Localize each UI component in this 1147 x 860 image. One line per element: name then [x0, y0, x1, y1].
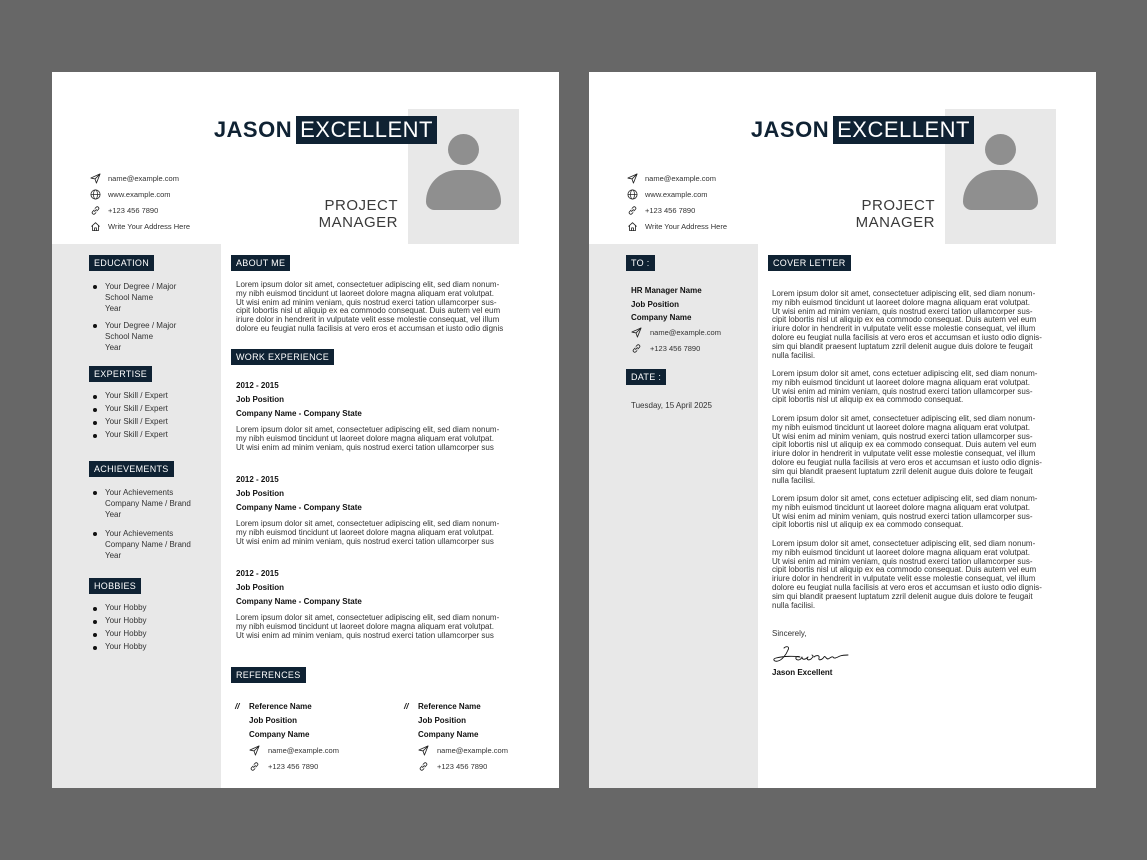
about-line: cipit lobortis nisl ut aliquip ex ea commodo consequat. Duis autem vel eum — [236, 306, 501, 316]
home-icon — [626, 220, 638, 232]
education-item — [89, 320, 219, 353]
experience-role: Job Position — [236, 395, 284, 404]
sincerely-text: Sincerely, — [772, 629, 807, 638]
contact-address-text: Write Your Address Here — [108, 221, 190, 231]
hobby-item: Your Hobby — [89, 616, 219, 629]
experience-company: Company Name - Company State — [236, 409, 362, 418]
about-line: dolore eu feugiat nulla facilisis at vero eros et accumsan et iusto odio dignis — [236, 323, 504, 333]
experience-line: my nibh euismod tincidunt ut laoreet dolore magna aliquam erat volutpat. — [236, 621, 494, 631]
letter-line: Lorem ipsum dolor sit amet, consectetuer adipiscing elit, sed diam nonum- — [772, 414, 1036, 423]
home-icon — [89, 220, 101, 232]
letter-line: Lorem ipsum dolor sit amet, consectetuer adipiscing elit, sed diam nonum- — [772, 539, 1036, 548]
signature-name: Jason Excellent — [772, 668, 833, 677]
references-heading: REFERENCES — [231, 667, 306, 683]
cover-letter-heading: COVER LETTER — [768, 255, 851, 271]
recipient-company: Company Name — [631, 313, 692, 322]
hobby-item: Your Hobby — [89, 603, 219, 616]
letter-line: iriure dolor in hendrerit in vulputate velit esse molestie consequat, vel illum — [772, 574, 1036, 584]
expertise-heading: EXPERTISE — [89, 366, 152, 382]
contact-address-text: Write Your Address Here — [645, 221, 727, 231]
achievements-heading: ACHIEVEMENTS — [89, 461, 174, 477]
letter-line: cipit lobortis nisl ut aliquip ex ea commodo consequat. Duis autem vel eum — [772, 440, 1037, 450]
reference-entry — [404, 700, 559, 774]
reference-position: Job Position — [249, 716, 297, 725]
reference-email-text: name@example.com — [268, 745, 339, 755]
achievements-list — [89, 487, 219, 561]
expertise-list — [89, 391, 219, 443]
experience-line: Ut wisi enim ad minim veniam, quis nostrud exerci tation ullamcorper sus — [236, 536, 494, 546]
avatar-body-shape — [963, 170, 1038, 210]
reference-slash: // — [404, 702, 409, 711]
recipient-email — [631, 325, 721, 341]
education-degree: Your Degree / Major — [105, 321, 177, 330]
contact-email — [89, 170, 190, 186]
experience-entry — [236, 379, 526, 452]
reference-name-text: Reference Name — [249, 702, 312, 711]
letter-paragraph — [772, 495, 1062, 530]
first-name: JASON — [750, 117, 830, 142]
letter-paragraph — [772, 540, 1062, 610]
job-title — [319, 197, 398, 231]
job-title-line1: PROJECT — [861, 197, 935, 214]
letter-paragraph — [772, 370, 1062, 405]
link-icon — [89, 204, 101, 216]
letter-date: Tuesday, 15 April 2025 — [631, 401, 712, 410]
achievement-company: Company Name / Brand — [105, 540, 191, 549]
reference-name-text: Reference Name — [418, 702, 481, 711]
letter-line: my nibh euismod tincidunt ut laoreet dolore magna aliquam erat volutpat. — [772, 297, 1030, 307]
experience-entry — [236, 473, 526, 546]
link-icon — [418, 761, 429, 772]
hobby-item: Your Hobby — [89, 642, 219, 655]
about-heading: ABOUT ME — [231, 255, 290, 271]
about-text — [236, 281, 526, 334]
letter-line: my nibh euismod tincidunt ut laoreet dolore magna aliquam erat volutpat. — [772, 547, 1030, 557]
letter-line: cipit lobortis nisl ut aliquip ex ea commodo consequat. — [772, 395, 964, 405]
experience-line: Lorem ipsum dolor sit amet, consectetuer adipiscing elit, sed diam nonum- — [236, 519, 500, 528]
education-year: Year — [105, 343, 122, 352]
job-title — [856, 197, 935, 231]
letter-paragraph — [772, 290, 1062, 360]
letter-line: Ut wisi enim ad minim veniam, quis nostrud exerci tation ullamcorper sus- — [772, 306, 1033, 316]
letter-line: my nibh euismod tincidunt ut laoreet dolore magna aliquam erat volutpat. — [772, 502, 1030, 512]
avatar-placeholder-icon — [985, 134, 1016, 165]
signature-graphic — [770, 642, 850, 668]
contact-list — [626, 170, 727, 234]
last-name: EXCELLENT — [296, 116, 437, 144]
contact-email — [626, 170, 727, 186]
globe-icon — [89, 188, 101, 200]
reference-company: Company Name — [249, 730, 310, 739]
reference-phone-text: +123 456 7890 — [437, 761, 488, 771]
send-icon — [631, 327, 642, 338]
experience-period: 2012 - 2015 — [236, 381, 279, 390]
contact-email-text: name@example.com — [108, 173, 179, 183]
education-list — [89, 281, 219, 353]
reference-email — [404, 742, 559, 758]
experience-role: Job Position — [236, 583, 284, 592]
recipient-name: HR Manager Name — [631, 286, 702, 295]
experience-line: Ut wisi enim ad minim veniam, quis nostrud exerci tation ullamcorper sus — [236, 630, 494, 640]
reference-email-text: name@example.com — [437, 745, 508, 755]
experience-line: my nibh euismod tincidunt ut laoreet dolore magna aliquam erat volutpat. — [236, 527, 494, 537]
experience-line: Lorem ipsum dolor sit amet, consectetuer adipiscing elit, sed diam nonum- — [236, 425, 500, 434]
reference-slash: // — [235, 702, 240, 711]
contact-phone — [626, 202, 727, 218]
achievement-title: Your Achievements — [105, 529, 174, 538]
avatar-body-shape — [426, 170, 501, 210]
letter-line: Ut wisi enim ad minim veniam, quis nostrud exerci tation ullamcorper sus- — [772, 386, 1033, 396]
link-icon — [626, 204, 638, 216]
recipient-phone-text: +123 456 7890 — [650, 344, 701, 353]
achievement-item — [89, 487, 219, 520]
education-school: School Name — [105, 293, 154, 302]
letter-line: sim qui blandit praesent luptatum zzril delenit augue duis dolore te feugait — [772, 341, 1033, 351]
letter-line: cipit lobortis nisl ut aliquip ex ea commodo consequat. — [772, 520, 964, 530]
reference-phone-text: +123 456 7890 — [268, 761, 319, 771]
experience-company: Company Name - Company State — [236, 503, 362, 512]
recipient-block — [631, 284, 721, 357]
letter-line: dolore eu feugiat nulla facilisis at vero eros et accumsan et iusto odio dignis- — [772, 332, 1042, 342]
reference-name — [404, 700, 559, 714]
about-line: Lorem ipsum dolor sit amet, consectetuer adipiscing elit, sed diam nonum- — [236, 280, 500, 289]
job-title-line2: MANAGER — [855, 214, 935, 231]
reference-position: Job Position — [418, 716, 466, 725]
link-icon — [631, 343, 642, 354]
letter-line: Lorem ipsum dolor sit amet, consectetuer adipiscing elit, sed diam nonum- — [772, 289, 1036, 298]
contact-address — [89, 218, 190, 234]
letter-line: my nibh euismod tincidunt ut laoreet dolore magna aliquam erat volutpat. — [772, 377, 1030, 387]
hobby-item: Your Hobby — [89, 629, 219, 642]
education-item — [89, 281, 219, 314]
send-icon — [626, 172, 638, 184]
letter-line: Lorem ipsum dolor sit amet, cons ectetuer adipiscing elit, sed diam nonum- — [772, 369, 1038, 378]
letter-line: Ut wisi enim ad minim veniam, quis nostrud exerci tation ullamcorper sus- — [772, 556, 1033, 566]
experience-period: 2012 - 2015 — [236, 569, 279, 578]
letter-line: dolore eu feugiat nulla facilisis at vero eros et accumsan et iusto odio dignis- — [772, 582, 1042, 592]
achievement-year: Year — [105, 551, 122, 560]
experience-company: Company Name - Company State — [236, 597, 362, 606]
reference-name — [235, 700, 395, 714]
letter-paragraph — [772, 415, 1062, 485]
letter-line: sim qui blandit praesent luptatum zzril delenit augue duis dolore te feugait — [772, 591, 1033, 601]
letter-line: Ut wisi enim ad minim veniam, quis nostrud exerci tation ullamcorper sus- — [772, 511, 1033, 521]
contact-phone — [89, 202, 190, 218]
resume-name — [214, 116, 437, 144]
experience-period: 2012 - 2015 — [236, 475, 279, 484]
contact-website-text: www.example.com — [645, 189, 708, 199]
experience-description — [236, 520, 526, 546]
reference-phone — [404, 758, 559, 774]
send-icon — [89, 172, 101, 184]
letter-line: nulla facilisi. — [772, 350, 816, 360]
contact-website-text: www.example.com — [108, 189, 171, 199]
send-icon — [418, 745, 429, 756]
letter-line: sim qui blandit praesent luptatum zzril delenit augue duis dolore te feugait — [772, 466, 1033, 476]
achievement-item — [89, 528, 219, 561]
reference-phone — [235, 758, 395, 774]
experience-description — [236, 426, 526, 452]
education-school: School Name — [105, 332, 154, 341]
reference-entry — [235, 700, 395, 774]
about-line: my nibh euismod tincidunt ut laoreet dolore magna aliquam erat volutpat. — [236, 288, 494, 298]
contact-email-text: name@example.com — [645, 173, 716, 183]
about-line: iriure dolor in hendrerit in vulputate velit esse molestie consequat, vel illum — [236, 315, 500, 325]
about-line: Ut wisi enim ad minim veniam, quis nostrud exerci tation ullamcorper sus- — [236, 297, 497, 307]
achievement-title: Your Achievements — [105, 488, 174, 497]
cover-letter-page — [589, 72, 1096, 788]
experience-description — [236, 614, 526, 640]
letter-line: dolore eu feugiat nulla facilisis at vero eros et accumsan et iusto odio dignis- — [772, 457, 1042, 467]
to-heading: TO : — [626, 255, 655, 271]
first-name: JASON — [213, 117, 293, 142]
cover-name — [751, 116, 974, 144]
education-year: Year — [105, 304, 122, 313]
expertise-item: Your Skill / Expert — [89, 430, 219, 443]
contact-address — [626, 218, 727, 234]
job-title-line1: PROJECT — [324, 197, 398, 214]
contact-website — [626, 186, 727, 202]
expertise-item: Your Skill / Expert — [89, 417, 219, 430]
education-heading: EDUCATION — [89, 255, 154, 271]
contact-website — [89, 186, 190, 202]
letter-line: iriure dolor in hendrerit in vulputate velit esse molestie consequat, vel illum — [772, 324, 1036, 334]
letter-line: iriure dolor in hendrerit in vulputate velit esse molestie consequat, vel illum — [772, 449, 1036, 459]
expertise-item: Your Skill / Expert — [89, 404, 219, 417]
contact-phone-text: +123 456 7890 — [645, 205, 696, 215]
achievement-year: Year — [105, 510, 122, 519]
letter-line: Ut wisi enim ad minim veniam, quis nostrud exerci tation ullamcorper sus- — [772, 431, 1033, 441]
contact-list — [89, 170, 190, 234]
education-degree: Your Degree / Major — [105, 282, 177, 291]
hobbies-list — [89, 603, 219, 655]
expertise-item: Your Skill / Expert — [89, 391, 219, 404]
job-title-line2: MANAGER — [318, 214, 398, 231]
send-icon — [249, 745, 260, 756]
last-name: EXCELLENT — [833, 116, 974, 144]
experience-line: Ut wisi enim ad minim veniam, quis nostrud exerci tation ullamcorper sus — [236, 442, 494, 452]
experience-line: Lorem ipsum dolor sit amet, consectetuer adipiscing elit, sed diam nonum- — [236, 613, 500, 622]
link-icon — [249, 761, 260, 772]
globe-icon — [626, 188, 638, 200]
letter-line: cipit lobortis nisl ut aliquip ex ea commodo consequat. Duis autem vel eum — [772, 565, 1037, 575]
contact-phone-text: +123 456 7890 — [108, 205, 159, 215]
achievement-company: Company Name / Brand — [105, 499, 191, 508]
letter-line: Lorem ipsum dolor sit amet, cons ectetuer adipiscing elit, sed diam nonum- — [772, 494, 1038, 503]
letter-line: nulla facilisi. — [772, 600, 816, 610]
letter-line: cipit lobortis nisl ut aliquip ex ea commodo consequat. Duis autem vel eum — [772, 315, 1037, 325]
letter-line: nulla facilisi. — [772, 475, 816, 485]
experience-entry — [236, 567, 526, 640]
work-heading: WORK EXPERIENCE — [231, 349, 334, 365]
avatar-placeholder-icon — [448, 134, 479, 165]
reference-email — [235, 742, 395, 758]
experience-line: my nibh euismod tincidunt ut laoreet dolore magna aliquam erat volutpat. — [236, 433, 494, 443]
recipient-email-text: name@example.com — [650, 328, 721, 337]
recipient-position: Job Position — [631, 299, 679, 309]
date-heading: DATE : — [626, 369, 666, 385]
reference-company: Company Name — [418, 730, 479, 739]
recipient-phone — [631, 341, 721, 357]
letter-line: my nibh euismod tincidunt ut laoreet dolore magna aliquam erat volutpat. — [772, 422, 1030, 432]
resume-page — [52, 72, 559, 788]
experience-role: Job Position — [236, 489, 284, 498]
hobbies-heading: HOBBIES — [89, 578, 141, 594]
